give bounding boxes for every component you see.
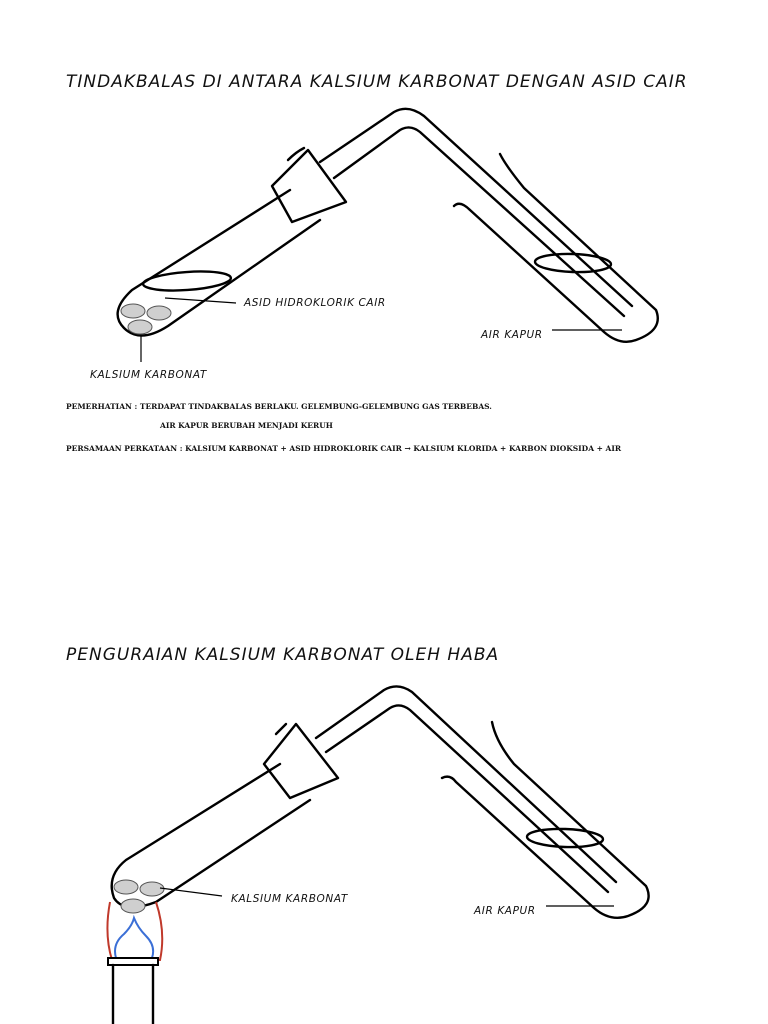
observation-line-1: PEMERHATIAN : TERDAPAT TINDAKBALAS BERLAKU. GELEMBUNG-GELEMBUNG GAS TERBEBAS.	[66, 402, 492, 411]
limewater-surface-2	[527, 828, 604, 849]
right-test-tube-2	[442, 722, 649, 918]
section2-title: PENGURAIAN KALSIUM KARBONAT OLEH HABA	[66, 645, 500, 665]
inner-flame-icon	[115, 918, 153, 958]
observation-line-2: AIR KAPUR BERUBAH MENJADI KERUH	[160, 421, 333, 430]
stopper-2-edge	[276, 724, 286, 734]
acid-label: ASID HIDROKLORIK CAIR	[244, 297, 386, 309]
section1-title: TINDAKBALAS DI ANTARA KALSIUM KARBONAT DENGAN ASID CAIR	[66, 72, 688, 92]
delivery-tube-2-outer	[316, 686, 616, 882]
limewater-label: AIR KAPUR	[481, 329, 543, 341]
delivery-tube-2-inner	[326, 705, 608, 892]
stopper-2	[264, 724, 338, 798]
carbonate-label: KALSIUM KARBONAT	[90, 369, 207, 381]
word-equation: PERSAMAAN PERKATAAN : KALSIUM KARBONAT + ASID HIDROKLORIK CAIR → KALSIUM KLORIDA + KARBON DIOKSIDA + AIR	[66, 444, 622, 453]
heated-carbonate-lumps	[114, 880, 164, 913]
limewater-label-2: AIR KAPUR	[474, 905, 536, 917]
heated-carbonate-label: KALSIUM KARBONAT	[231, 893, 348, 905]
bunsen-burner-top	[108, 958, 158, 965]
